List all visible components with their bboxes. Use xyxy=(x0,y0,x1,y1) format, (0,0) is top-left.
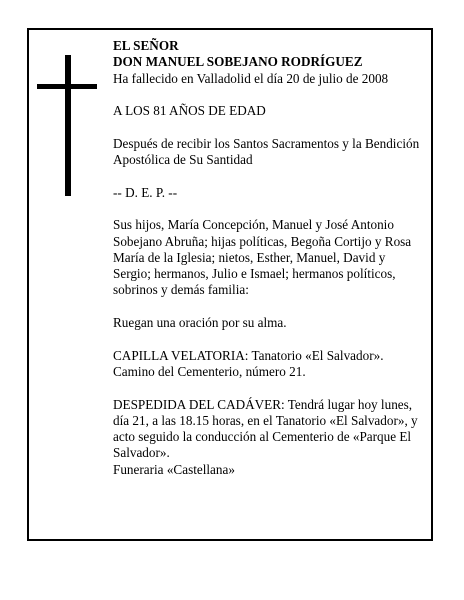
farewell-label: DESPEDIDA DEL CADÁVER: xyxy=(113,396,285,412)
title-line-1: EL SEÑOR xyxy=(113,38,179,53)
farewell-text: Tendrá lugar hoy lunes, día 21, a las 18.15 horas, en el Tanatorio «El Salvador», y acto seguido la conducción al Cementerio de «Parque El Salvador». xyxy=(113,396,418,461)
chapel-paragraph xyxy=(113,348,423,381)
funeral-home: Funeraria «Castellana» xyxy=(113,461,235,477)
chapel-text: Tanatorio «El Salvador». Camino del Cementerio, número 21. xyxy=(113,347,384,379)
obituary-text xyxy=(113,38,423,478)
death-line: Ha fallecido en Valladolid el día 20 de julio de 2008 xyxy=(113,70,389,86)
deceased-name: DON MANUEL SOBEJANO RODRÍGUEZ xyxy=(113,54,363,70)
age-line: A LOS 81 AÑOS DE EDAD xyxy=(113,103,266,119)
rip-line: -- D. E. P. -- xyxy=(113,184,178,200)
farewell-paragraph xyxy=(113,397,423,462)
sacraments-paragraph: Después de recibir los Santos Sacramentos y la Bendición Apostólica de Su Santidad xyxy=(113,135,420,168)
chapel-label: CAPILLA VELATORIA: xyxy=(113,347,249,363)
prayer-line: Ruegan una oración por su alma. xyxy=(113,315,287,331)
family-paragraph: Sus hijos, María Concepción, Manuel y José Antonio Sobejano Abruña; hijas políticas, Begoña Cortijo y Rosa María de la Iglesia; nietos, Esther, Manuel, David y Sergio; hermanos, Julio e Ismael; hermanos políticos, sobrinos y demás familia: xyxy=(113,217,412,298)
cross-icon-vertical xyxy=(65,55,71,196)
cross-icon-horizontal xyxy=(37,84,97,89)
